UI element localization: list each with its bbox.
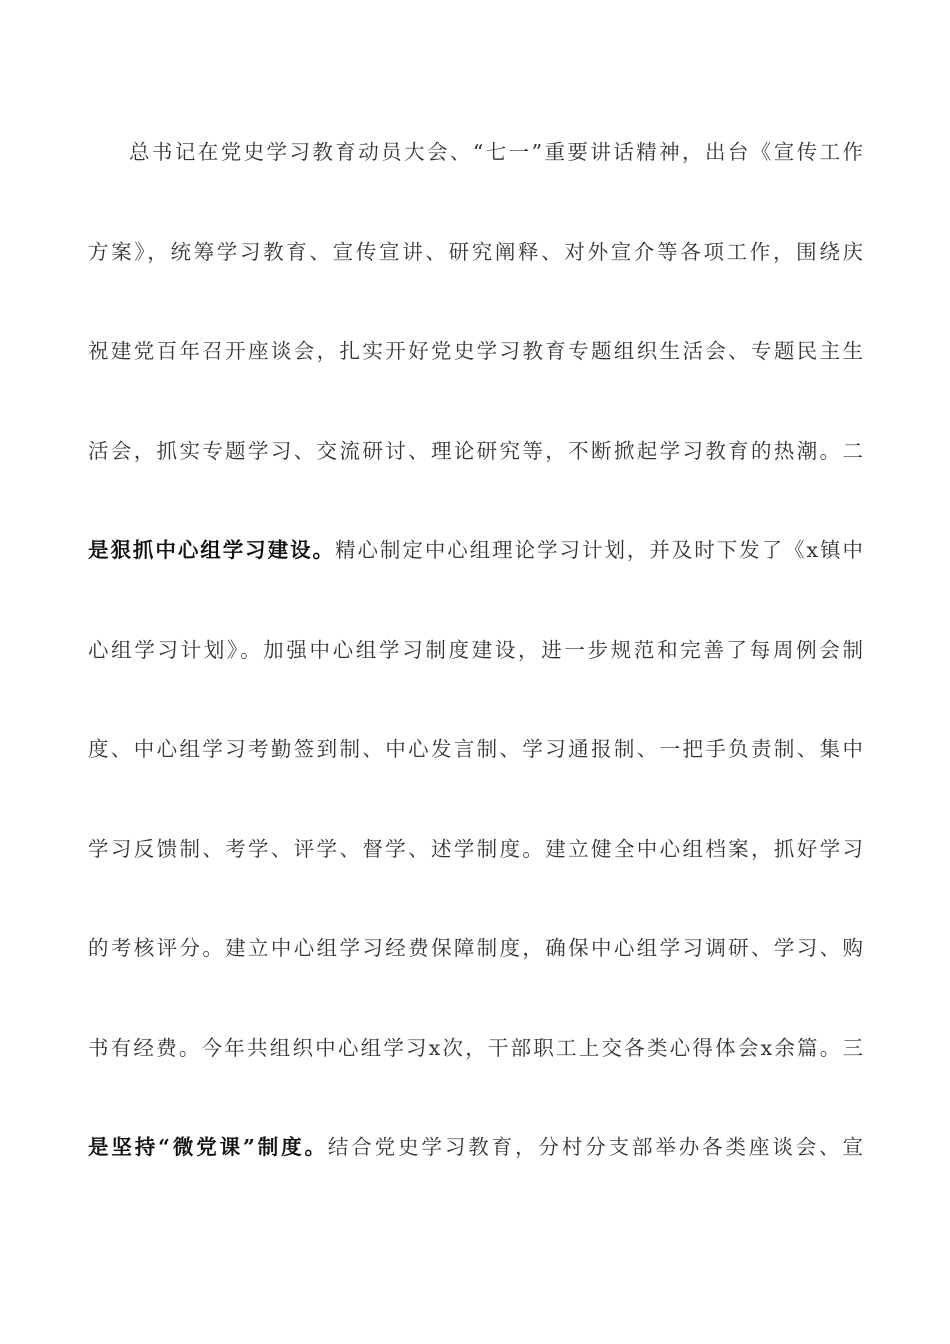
text-segment: 度、中心组学习考勤签到制、中心发言制、学习通报制、一把手负责制、集中 — [88, 737, 863, 761]
text-line-content — [88, 524, 863, 624]
text-line — [88, 325, 863, 425]
text-segment: 总书记在党史学习教育动员大会、“七一”重要讲话精神，出台《宣传工作 — [129, 140, 863, 164]
text-line — [88, 524, 863, 624]
text-segment: 书有经费。今年共组织中心组学习x次，干部职工上交各类心得体会x余篇。三 — [88, 1035, 863, 1060]
text-segment: 祝建党百年召开座谈会，扎实开好党史学习教育专题组织生活会、专题民主生 — [88, 339, 863, 363]
text-line — [88, 1022, 863, 1122]
section-heading: 是坚持“微党课”制度。 — [88, 1135, 328, 1159]
body-text — [88, 126, 863, 1221]
text-line — [88, 624, 863, 724]
text-line — [88, 425, 863, 525]
text-line — [88, 823, 863, 923]
text-line — [88, 1121, 863, 1221]
text-line — [88, 126, 863, 226]
text-line — [88, 922, 863, 1022]
text-segment: 精心制定中心组理论学习计划，并及时下发了《x镇中 — [335, 538, 863, 562]
text-line-content — [88, 1121, 863, 1221]
text-segment: 的考核评分。建立中心组学习经费保障制度，确保中心组学习调研、学习、购 — [88, 936, 863, 960]
text-segment: 结合党史学习教育，分村分支部举办各类座谈会、宣 — [327, 1135, 863, 1159]
text-line — [88, 723, 863, 823]
text-segment: 方案》，统筹学习教育、宣传宣讲、研究阐释、对外宣介等各项工作，围绕庆 — [88, 239, 863, 264]
text-segment: 心组学习计划》。加强中心组学习制度建设，进一步规范和完善了每周例会制 — [88, 637, 863, 662]
text-line — [88, 226, 863, 326]
text-segment: 学习反馈制、考学、评学、督学、述学制度。建立健全中心组档案，抓好学习 — [88, 836, 863, 861]
section-heading: 是狠抓中心组学习建设。 — [88, 538, 335, 562]
text-segment: 活会，抓实专题学习、交流研讨、理论研究等，不断掀起学习教育的热潮。二 — [88, 438, 863, 463]
